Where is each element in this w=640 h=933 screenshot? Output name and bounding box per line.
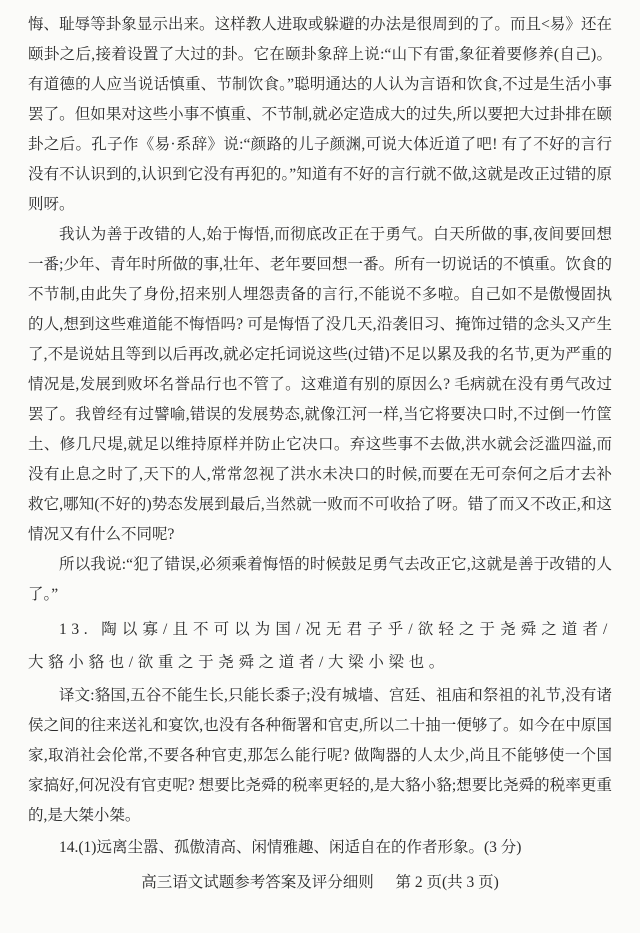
answer-item-14: 14.(1)远离尘嚣、孤傲清高、闲情雅趣、闲适自在的作者形象。(3 分) [59, 839, 522, 856]
paragraph-commentary: 我认为善于改错的人,始于悔悟,而彻底改正在于勇气。白天所做的事,夜间要回想一番;少年、青年时所做的事,壮年、老年要回想一番。所有一切说话的不慎重。饮食的不节制,由此失了身份,招来别人埋怨责备的言行,不能说不多啦。自己如不是傲慢固执的人,想到这些难道能不悔悟吗? 可是悔悟了没几天,沿袭旧习、掩饰过错的念头又产生了,不是说姑且等到以后再改,就必定托词说这些(过错)不足以累及我的名节,更为严重的情况是,发展到败坏名誉品行也不管了。这难道有别的原因么? 毛病就在没有勇气改过罢了。我曾经有过譬喻,错误的发展势态,就像江河一样,当它将要决口时,不过倒一竹筐土、修几尺堤,就足以维持原样并防止它决口。弃这些事不去做,洪水就会泛滥四溢,而没有止息之时了,天下的人,常常忽视了洪水未决口的时候,而要在无可奈何之后才去补救它,哪知(不好的)势态发展到最后,当然就一败而不可收拾了呀。错了而又不改正,和这情况又有什么不同呢? [28, 226, 612, 543]
page-footer [28, 868, 612, 898]
paragraph-translation-continuation: 悔、耻辱等卦象显示出来。这样教人进取或躲避的办法是很周到的了。而且<易》还在颐卦之后,接着设置了大过的卦。它在颐卦象辞上说:“山下有雷,象征着要修养(自己)。有道德的人应当说话慎重、节制饮食。”聪明通达的人认为言语和饮食,不过是生活小事罢了。但如果对这些小事不慎重、不节制,就必定造成大的过失,所以要把大过卦排在颐卦之后。孔子作《易·系辞》说:“颜路的儿子颜渊,可说大体近道了吧! 有了不好的言行没有不认识到的,认识到它没有再犯的。”知道有不好的言行就不做,这就是改正过错的原则呀。 [28, 16, 612, 213]
footer-doc-title: 高三语文试题参考答案及评分细则 [141, 874, 374, 891]
answer-item-13: 13. 陶以寡/且不可以为国/况无君子乎/欲轻之于尧舜之道者/大貉小貉也/欲重之于尧舜之道者/大梁小梁也。 [28, 621, 612, 671]
paragraph-conclusion: 所以我说:“犯了错误,必须乘着悔悟的时候鼓足勇气去改正它,这就是善于改错的人了。” [28, 556, 612, 603]
footer-page-number: 第 2 页(共 3 页) [395, 874, 499, 891]
paragraph-yiwen-translation: 译文:貉国,五谷不能生长,只能长黍子;没有城墙、宫廷、祖庙和祭祖的礼节,没有诸侯之间的往来送礼和宴饮,也没有各种衙署和官吏,所以二十抽一便够了。如今在中原国家,取消社会伦常,不要各种官吏,那怎么能行呢? 做陶器的人太少,尚且不能够使一个国家搞好,何况没有官吏呢? 想要比尧舜的税率更轻的,是大貉小貉;想要比尧舜的税率更重的,是大桀小桀。 [28, 687, 612, 824]
